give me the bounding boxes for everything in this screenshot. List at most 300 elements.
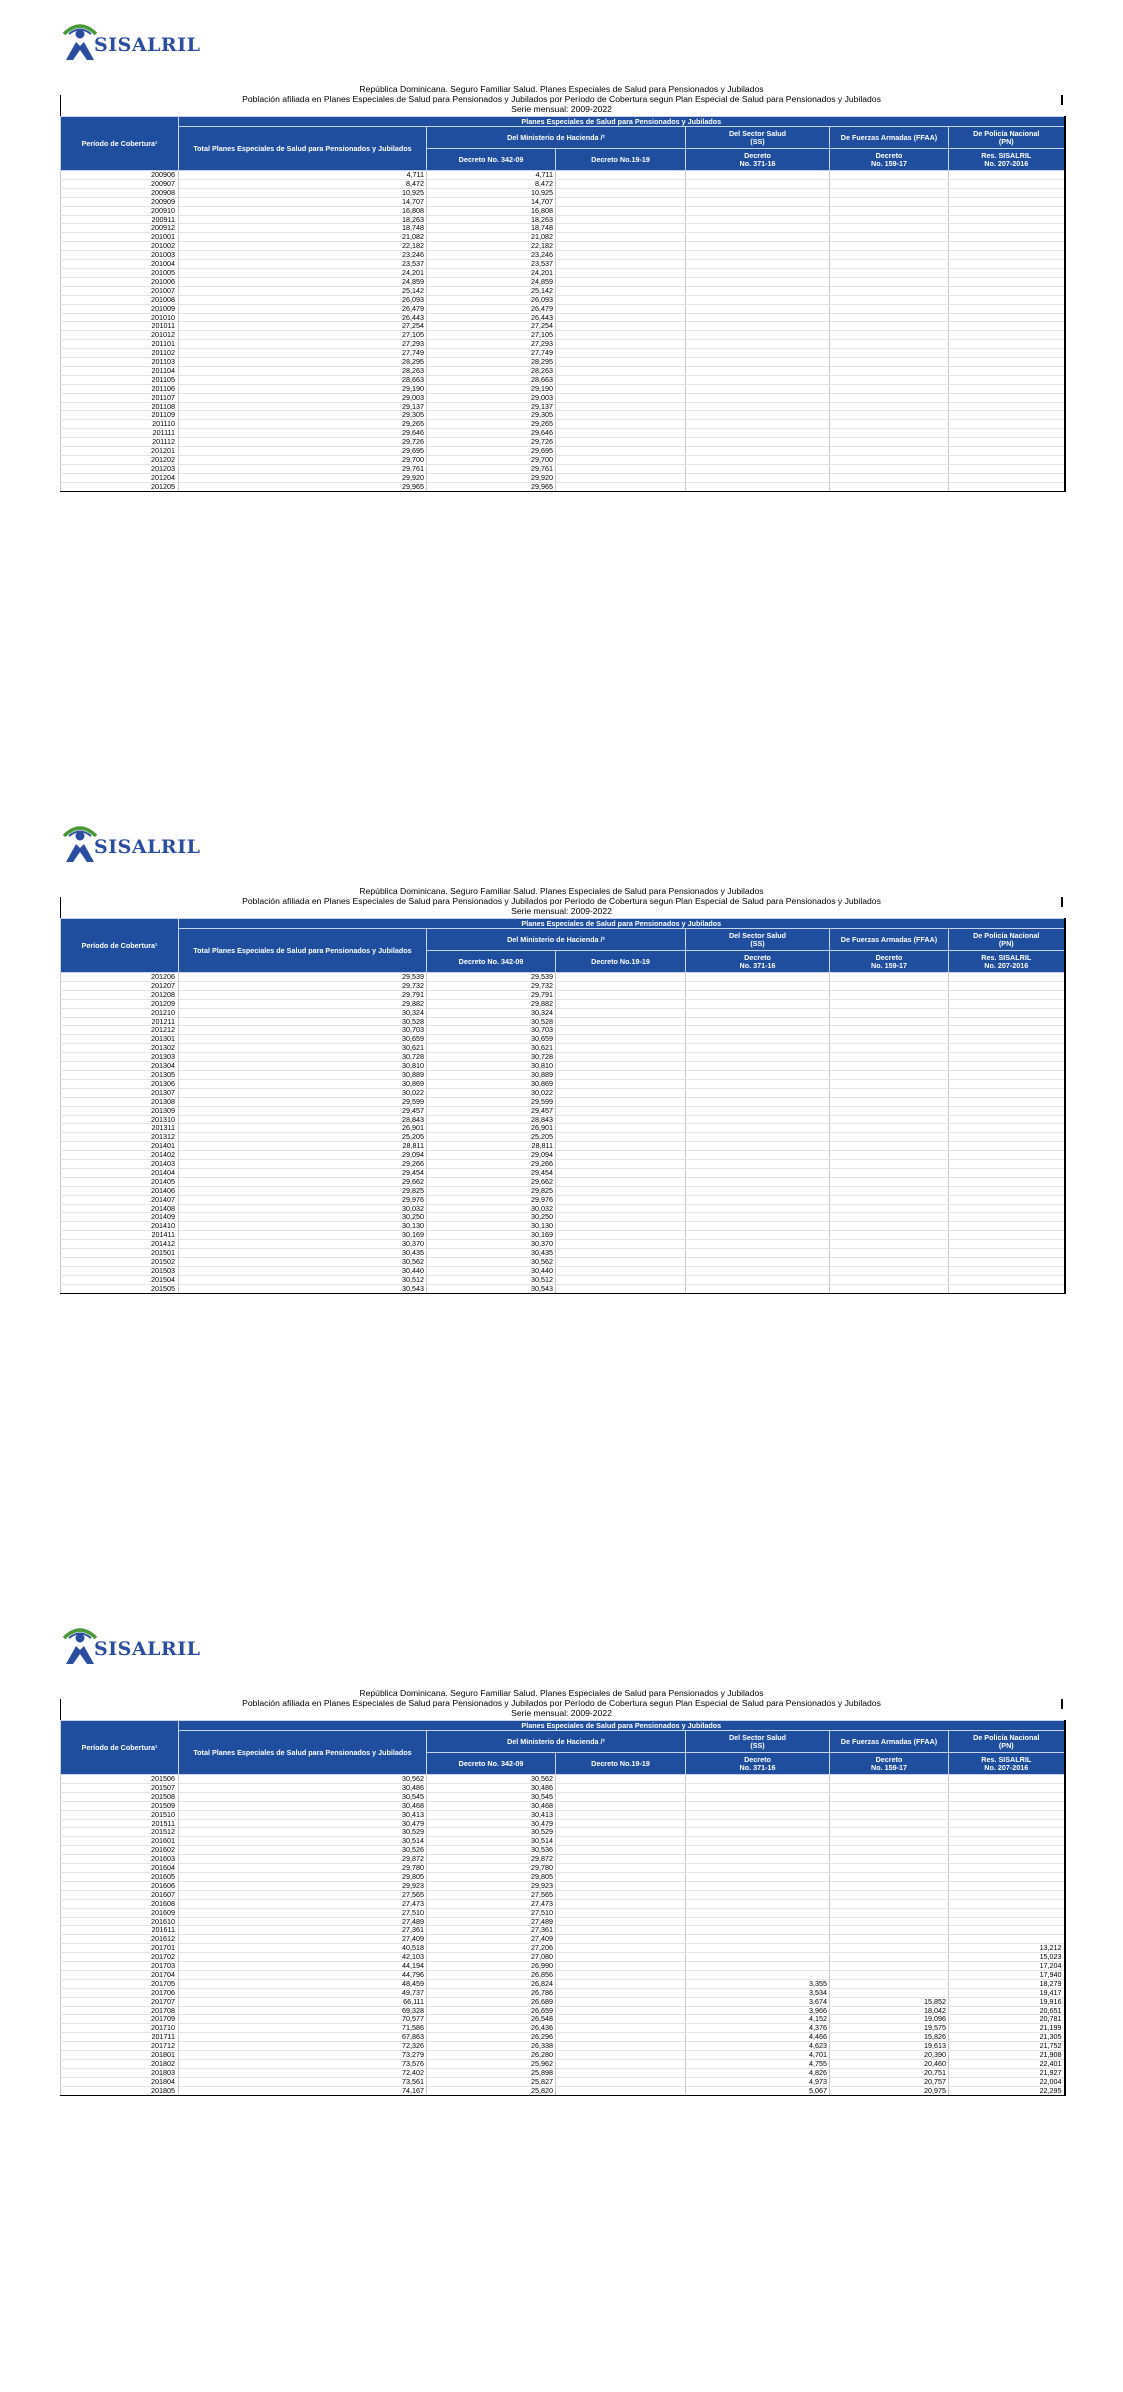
value-cell: 26,436 bbox=[427, 2024, 556, 2033]
value-cell: 16,808 bbox=[179, 206, 427, 215]
period-cell: 201107 bbox=[61, 393, 179, 402]
value-cell bbox=[686, 1240, 830, 1249]
value-cell bbox=[949, 197, 1065, 206]
value-cell bbox=[830, 268, 949, 277]
value-cell bbox=[556, 331, 686, 340]
value-cell: 23,246 bbox=[427, 251, 556, 260]
period-cell: 201411 bbox=[61, 1231, 179, 1240]
value-cell bbox=[830, 1944, 949, 1953]
report-titles bbox=[60, 84, 1063, 114]
title-line-3: Serie mensual: 2009-2022 bbox=[511, 906, 612, 916]
value-cell: 26,479 bbox=[179, 304, 427, 313]
header-group: Planes Especiales de Salud para Pensionados y Jubilados bbox=[179, 1721, 1065, 1731]
value-cell: 25,142 bbox=[427, 286, 556, 295]
value-cell bbox=[686, 420, 830, 429]
value-cell: 26,093 bbox=[179, 295, 427, 304]
period-cell: 201208 bbox=[61, 990, 179, 999]
value-cell: 18,279 bbox=[949, 1979, 1065, 1988]
value-cell bbox=[830, 1908, 949, 1917]
value-cell bbox=[686, 1133, 830, 1142]
table-row bbox=[61, 438, 1065, 447]
value-cell bbox=[949, 1231, 1065, 1240]
value-cell: 29,662 bbox=[179, 1177, 427, 1186]
value-cell bbox=[556, 411, 686, 420]
value-cell: 22,295 bbox=[949, 2086, 1065, 2095]
value-cell bbox=[830, 1979, 949, 1988]
value-cell bbox=[949, 1222, 1065, 1231]
period-cell: 200906 bbox=[61, 171, 179, 180]
table-row bbox=[61, 1008, 1065, 1017]
value-cell bbox=[556, 402, 686, 411]
value-cell bbox=[556, 206, 686, 215]
value-cell: 29,646 bbox=[427, 429, 556, 438]
value-cell: 21,908 bbox=[949, 2051, 1065, 2060]
value-cell bbox=[830, 313, 949, 322]
value-cell: 67,863 bbox=[179, 2033, 427, 2042]
value-cell bbox=[830, 1231, 949, 1240]
table-row bbox=[61, 1177, 1065, 1186]
value-cell: 10,925 bbox=[427, 188, 556, 197]
value-cell bbox=[686, 1944, 830, 1953]
value-cell bbox=[686, 1962, 830, 1971]
header-res-207-2016: Res. SISALRIL No. 207-2016 bbox=[949, 951, 1065, 973]
value-cell bbox=[686, 1142, 830, 1151]
period-cell: 201106 bbox=[61, 384, 179, 393]
period-cell: 201402 bbox=[61, 1151, 179, 1160]
value-cell: 4,701 bbox=[686, 2051, 830, 2060]
table-row bbox=[61, 1124, 1065, 1133]
value-cell bbox=[830, 1935, 949, 1944]
value-cell: 29,454 bbox=[179, 1168, 427, 1177]
value-cell: 29,791 bbox=[179, 990, 427, 999]
value-cell: 30,728 bbox=[427, 1053, 556, 1062]
table-row bbox=[61, 1970, 1065, 1979]
value-cell: 26,548 bbox=[427, 2015, 556, 2024]
table-row bbox=[61, 1855, 1065, 1864]
value-cell bbox=[949, 1899, 1065, 1908]
value-cell bbox=[830, 215, 949, 224]
period-cell: 201601 bbox=[61, 1837, 179, 1846]
value-cell bbox=[686, 1079, 830, 1088]
value-cell bbox=[556, 1062, 686, 1071]
value-cell bbox=[830, 1142, 949, 1151]
table-row bbox=[61, 1204, 1065, 1213]
value-cell bbox=[830, 233, 949, 242]
value-cell bbox=[830, 197, 949, 206]
value-cell bbox=[556, 1801, 686, 1810]
header-total: Total Planes Especiales de Salud para Pensionados y Jubilados bbox=[179, 127, 427, 171]
value-cell bbox=[556, 1053, 686, 1062]
value-cell bbox=[556, 1266, 686, 1275]
value-cell bbox=[556, 1097, 686, 1106]
table-row bbox=[61, 375, 1065, 384]
value-cell: 30,810 bbox=[179, 1062, 427, 1071]
value-cell bbox=[949, 1266, 1065, 1275]
value-cell: 27,254 bbox=[427, 322, 556, 331]
value-cell bbox=[830, 1008, 949, 1017]
value-cell: 30,413 bbox=[427, 1810, 556, 1819]
value-cell: 25,142 bbox=[179, 286, 427, 295]
table-row bbox=[61, 224, 1065, 233]
value-cell: 29,780 bbox=[179, 1864, 427, 1873]
header-dec-371-16: Decreto No. 371-16 bbox=[686, 951, 830, 973]
period-cell: 201303 bbox=[61, 1053, 179, 1062]
period-cell: 201006 bbox=[61, 277, 179, 286]
table-row bbox=[61, 420, 1065, 429]
value-cell bbox=[556, 1124, 686, 1133]
value-cell bbox=[830, 1266, 949, 1275]
value-cell: 29,920 bbox=[427, 473, 556, 482]
value-cell bbox=[686, 1088, 830, 1097]
value-cell: 29,920 bbox=[179, 473, 427, 482]
value-cell: 73,279 bbox=[179, 2051, 427, 2060]
value-cell bbox=[949, 1097, 1065, 1106]
value-cell bbox=[830, 456, 949, 465]
value-cell bbox=[949, 1035, 1065, 1044]
value-cell bbox=[830, 1124, 949, 1133]
value-cell bbox=[556, 366, 686, 375]
value-cell: 29,825 bbox=[427, 1186, 556, 1195]
value-cell: 29,882 bbox=[179, 999, 427, 1008]
value-cell bbox=[830, 1810, 949, 1819]
value-cell: 28,663 bbox=[179, 375, 427, 384]
header-hacienda: Del Ministerio de Hacienda /² bbox=[427, 1731, 686, 1753]
header-hacienda: Del Ministerio de Hacienda /² bbox=[427, 127, 686, 149]
table-row bbox=[61, 1284, 1065, 1293]
period-cell: 201605 bbox=[61, 1872, 179, 1881]
header-ffaa: De Fuerzas Armadas (FFAA) bbox=[830, 929, 949, 951]
value-cell bbox=[949, 1177, 1065, 1186]
period-cell: 201401 bbox=[61, 1142, 179, 1151]
table-row bbox=[61, 1258, 1065, 1267]
value-cell: 73,576 bbox=[179, 2060, 427, 2069]
value-cell bbox=[949, 420, 1065, 429]
value-cell: 28,263 bbox=[179, 366, 427, 375]
table-row bbox=[61, 313, 1065, 322]
value-cell: 30,529 bbox=[427, 1828, 556, 1837]
value-cell bbox=[686, 1935, 830, 1944]
table-row bbox=[61, 1775, 1065, 1784]
table-row bbox=[61, 402, 1065, 411]
period-cell: 200910 bbox=[61, 206, 179, 215]
value-cell: 25,820 bbox=[427, 2086, 556, 2095]
period-cell: 201609 bbox=[61, 1908, 179, 1917]
value-cell: 20,757 bbox=[830, 2077, 949, 2086]
value-cell: 30,562 bbox=[427, 1258, 556, 1267]
value-cell bbox=[556, 1079, 686, 1088]
header-dec-159-17: Decreto No. 159-17 bbox=[830, 951, 949, 973]
value-cell bbox=[949, 981, 1065, 990]
header-ffaa: De Fuerzas Armadas (FFAA) bbox=[830, 1731, 949, 1753]
value-cell bbox=[686, 1195, 830, 1204]
value-cell: 29,695 bbox=[427, 447, 556, 456]
value-cell bbox=[686, 456, 830, 465]
value-cell bbox=[830, 1097, 949, 1106]
value-cell bbox=[949, 304, 1065, 313]
period-cell: 201508 bbox=[61, 1792, 179, 1801]
value-cell bbox=[556, 1258, 686, 1267]
value-cell: 26,296 bbox=[427, 2033, 556, 2042]
period-cell: 201602 bbox=[61, 1846, 179, 1855]
table-row bbox=[61, 473, 1065, 482]
value-cell bbox=[830, 1088, 949, 1097]
value-cell: 30,370 bbox=[179, 1240, 427, 1249]
value-cell: 18,748 bbox=[179, 224, 427, 233]
value-cell: 30,479 bbox=[179, 1819, 427, 1828]
table-row bbox=[61, 1168, 1065, 1177]
value-cell bbox=[686, 375, 830, 384]
period-cell: 201803 bbox=[61, 2068, 179, 2077]
period-cell: 201410 bbox=[61, 1222, 179, 1231]
header-pn: De Policía Nacional (PN) bbox=[949, 127, 1065, 149]
table-row bbox=[61, 464, 1065, 473]
value-cell: 4,466 bbox=[686, 2033, 830, 2042]
value-cell: 8,472 bbox=[427, 179, 556, 188]
value-cell bbox=[686, 322, 830, 331]
title-line-1: República Dominicana. Seguro Familiar Salud. Planes Especiales de Salud para Pensionados y Jubilados bbox=[359, 886, 764, 896]
value-cell bbox=[949, 402, 1065, 411]
value-cell bbox=[556, 1008, 686, 1017]
value-cell: 29,003 bbox=[427, 393, 556, 402]
value-cell bbox=[830, 990, 949, 999]
value-cell bbox=[556, 464, 686, 473]
period-cell: 201110 bbox=[61, 420, 179, 429]
value-cell: 27,565 bbox=[427, 1890, 556, 1899]
value-cell: 27,409 bbox=[427, 1935, 556, 1944]
period-cell: 201003 bbox=[61, 251, 179, 260]
value-cell bbox=[686, 1828, 830, 1837]
value-cell: 27,206 bbox=[427, 1944, 556, 1953]
value-cell: 25,205 bbox=[179, 1133, 427, 1142]
period-cell: 201012 bbox=[61, 331, 179, 340]
value-cell bbox=[686, 179, 830, 188]
value-cell bbox=[830, 473, 949, 482]
period-cell: 201501 bbox=[61, 1249, 179, 1258]
value-cell bbox=[949, 358, 1065, 367]
value-cell bbox=[830, 1160, 949, 1169]
value-cell bbox=[556, 224, 686, 233]
value-cell bbox=[686, 411, 830, 420]
value-cell: 29,457 bbox=[427, 1106, 556, 1115]
value-cell: 19,096 bbox=[830, 2015, 949, 2024]
value-cell bbox=[556, 456, 686, 465]
value-cell bbox=[830, 1970, 949, 1979]
value-cell bbox=[686, 1115, 830, 1124]
table-row bbox=[61, 1142, 1065, 1151]
value-cell bbox=[830, 206, 949, 215]
value-cell bbox=[830, 1846, 949, 1855]
table-row bbox=[61, 1062, 1065, 1071]
value-cell: 27,749 bbox=[179, 349, 427, 358]
value-cell: 30,130 bbox=[179, 1222, 427, 1231]
value-cell bbox=[949, 1908, 1065, 1917]
value-cell bbox=[949, 1855, 1065, 1864]
value-cell bbox=[949, 1106, 1065, 1115]
value-cell: 4,711 bbox=[179, 171, 427, 180]
period-cell: 201108 bbox=[61, 402, 179, 411]
table-row bbox=[61, 1926, 1065, 1935]
table-row bbox=[61, 990, 1065, 999]
value-cell bbox=[686, 1070, 830, 1079]
value-cell bbox=[556, 1864, 686, 1873]
value-cell bbox=[949, 1088, 1065, 1097]
value-cell: 29,695 bbox=[179, 447, 427, 456]
value-cell bbox=[949, 295, 1065, 304]
value-cell: 27,361 bbox=[179, 1926, 427, 1935]
value-cell bbox=[830, 1070, 949, 1079]
value-cell: 30,169 bbox=[179, 1231, 427, 1240]
value-cell bbox=[949, 349, 1065, 358]
table-row bbox=[61, 1088, 1065, 1097]
table-row bbox=[61, 1801, 1065, 1810]
value-cell: 28,811 bbox=[179, 1142, 427, 1151]
value-cell: 3,966 bbox=[686, 2006, 830, 2015]
header-dec-19-19: Decreto No.19-19 bbox=[556, 149, 686, 171]
value-cell bbox=[830, 1062, 949, 1071]
table-row bbox=[61, 2086, 1065, 2095]
table-row bbox=[61, 1160, 1065, 1169]
value-cell: 21,305 bbox=[949, 2033, 1065, 2042]
table-row bbox=[61, 1953, 1065, 1962]
period-cell: 201603 bbox=[61, 1855, 179, 1864]
table-row bbox=[61, 2060, 1065, 2069]
value-cell bbox=[556, 473, 686, 482]
table-row bbox=[61, 1944, 1065, 1953]
value-cell: 28,843 bbox=[427, 1115, 556, 1124]
table-row bbox=[61, 260, 1065, 269]
value-cell bbox=[830, 1204, 949, 1213]
value-cell bbox=[556, 304, 686, 313]
value-cell bbox=[830, 1168, 949, 1177]
table-row bbox=[61, 2051, 1065, 2060]
value-cell bbox=[686, 340, 830, 349]
header-dec-342-09: Decreto No. 342-09 bbox=[427, 1753, 556, 1775]
period-cell: 201412 bbox=[61, 1240, 179, 1249]
value-cell bbox=[686, 197, 830, 206]
value-cell bbox=[949, 1783, 1065, 1792]
period-cell: 201704 bbox=[61, 1970, 179, 1979]
value-cell bbox=[830, 295, 949, 304]
header-pn: De Policía Nacional (PN) bbox=[949, 1731, 1065, 1753]
value-cell bbox=[830, 1186, 949, 1195]
value-cell bbox=[830, 304, 949, 313]
period-cell: 201706 bbox=[61, 1988, 179, 1997]
value-cell: 29,761 bbox=[179, 464, 427, 473]
value-cell bbox=[686, 393, 830, 402]
value-cell bbox=[949, 322, 1065, 331]
value-cell bbox=[949, 384, 1065, 393]
value-cell: 30,486 bbox=[427, 1783, 556, 1792]
period-cell: 201307 bbox=[61, 1088, 179, 1097]
value-cell bbox=[556, 1070, 686, 1079]
period-cell: 201304 bbox=[61, 1062, 179, 1071]
value-cell: 29,599 bbox=[427, 1097, 556, 1106]
value-cell bbox=[556, 999, 686, 1008]
value-cell: 30,130 bbox=[427, 1222, 556, 1231]
value-cell bbox=[556, 1837, 686, 1846]
table-row bbox=[61, 1195, 1065, 1204]
value-cell bbox=[556, 1872, 686, 1881]
period-cell: 201309 bbox=[61, 1106, 179, 1115]
table-row bbox=[61, 1837, 1065, 1846]
value-cell bbox=[830, 1890, 949, 1899]
value-cell bbox=[949, 411, 1065, 420]
header-total: Total Planes Especiales de Salud para Pensionados y Jubilados bbox=[179, 929, 427, 973]
value-cell bbox=[556, 1115, 686, 1124]
header-res-207-2016: Res. SISALRIL No. 207-2016 bbox=[949, 1753, 1065, 1775]
value-cell: 29,805 bbox=[427, 1872, 556, 1881]
value-cell bbox=[686, 1266, 830, 1275]
value-cell bbox=[830, 1115, 949, 1124]
title-line-3: Serie mensual: 2009-2022 bbox=[511, 1708, 612, 1718]
period-cell: 201503 bbox=[61, 1266, 179, 1275]
value-cell: 29,265 bbox=[179, 420, 427, 429]
value-cell bbox=[949, 1133, 1065, 1142]
value-cell bbox=[686, 1044, 830, 1053]
sisalril-logo bbox=[60, 822, 200, 864]
value-cell bbox=[556, 1044, 686, 1053]
value-cell bbox=[556, 1926, 686, 1935]
value-cell bbox=[949, 990, 1065, 999]
table-row bbox=[61, 322, 1065, 331]
value-cell: 26,093 bbox=[427, 295, 556, 304]
value-cell bbox=[830, 242, 949, 251]
table-row bbox=[61, 1890, 1065, 1899]
value-cell bbox=[556, 358, 686, 367]
value-cell bbox=[686, 1062, 830, 1071]
value-cell bbox=[830, 384, 949, 393]
period-cell: 201105 bbox=[61, 375, 179, 384]
value-cell bbox=[830, 411, 949, 420]
value-cell bbox=[556, 1204, 686, 1213]
value-cell bbox=[949, 447, 1065, 456]
value-cell bbox=[686, 1899, 830, 1908]
value-cell: 29,266 bbox=[179, 1160, 427, 1169]
value-cell: 29,599 bbox=[179, 1097, 427, 1106]
value-cell bbox=[556, 2015, 686, 2024]
period-cell: 201409 bbox=[61, 1213, 179, 1222]
value-cell bbox=[686, 1908, 830, 1917]
value-cell: 30,545 bbox=[427, 1792, 556, 1801]
value-cell bbox=[556, 1970, 686, 1979]
value-cell bbox=[949, 973, 1065, 982]
value-cell bbox=[686, 206, 830, 215]
value-cell bbox=[686, 1819, 830, 1828]
value-cell: 14,707 bbox=[427, 197, 556, 206]
value-cell bbox=[556, 2086, 686, 2095]
value-cell bbox=[556, 233, 686, 242]
table-row bbox=[61, 1133, 1065, 1142]
report-titles bbox=[60, 1688, 1063, 1718]
value-cell: 30,486 bbox=[179, 1783, 427, 1792]
value-cell bbox=[556, 482, 686, 491]
value-cell bbox=[949, 1819, 1065, 1828]
value-cell: 19,613 bbox=[830, 2042, 949, 2051]
value-cell bbox=[556, 1231, 686, 1240]
value-cell bbox=[686, 1053, 830, 1062]
value-cell: 28,843 bbox=[179, 1115, 427, 1124]
value-cell bbox=[830, 331, 949, 340]
period-cell: 201406 bbox=[61, 1186, 179, 1195]
header-period: Período de Cobertura¹ bbox=[61, 919, 179, 973]
value-cell bbox=[949, 1115, 1065, 1124]
value-cell bbox=[686, 233, 830, 242]
value-cell bbox=[830, 1962, 949, 1971]
value-cell bbox=[686, 1783, 830, 1792]
value-cell bbox=[556, 295, 686, 304]
value-cell bbox=[949, 1801, 1065, 1810]
table-row bbox=[61, 456, 1065, 465]
